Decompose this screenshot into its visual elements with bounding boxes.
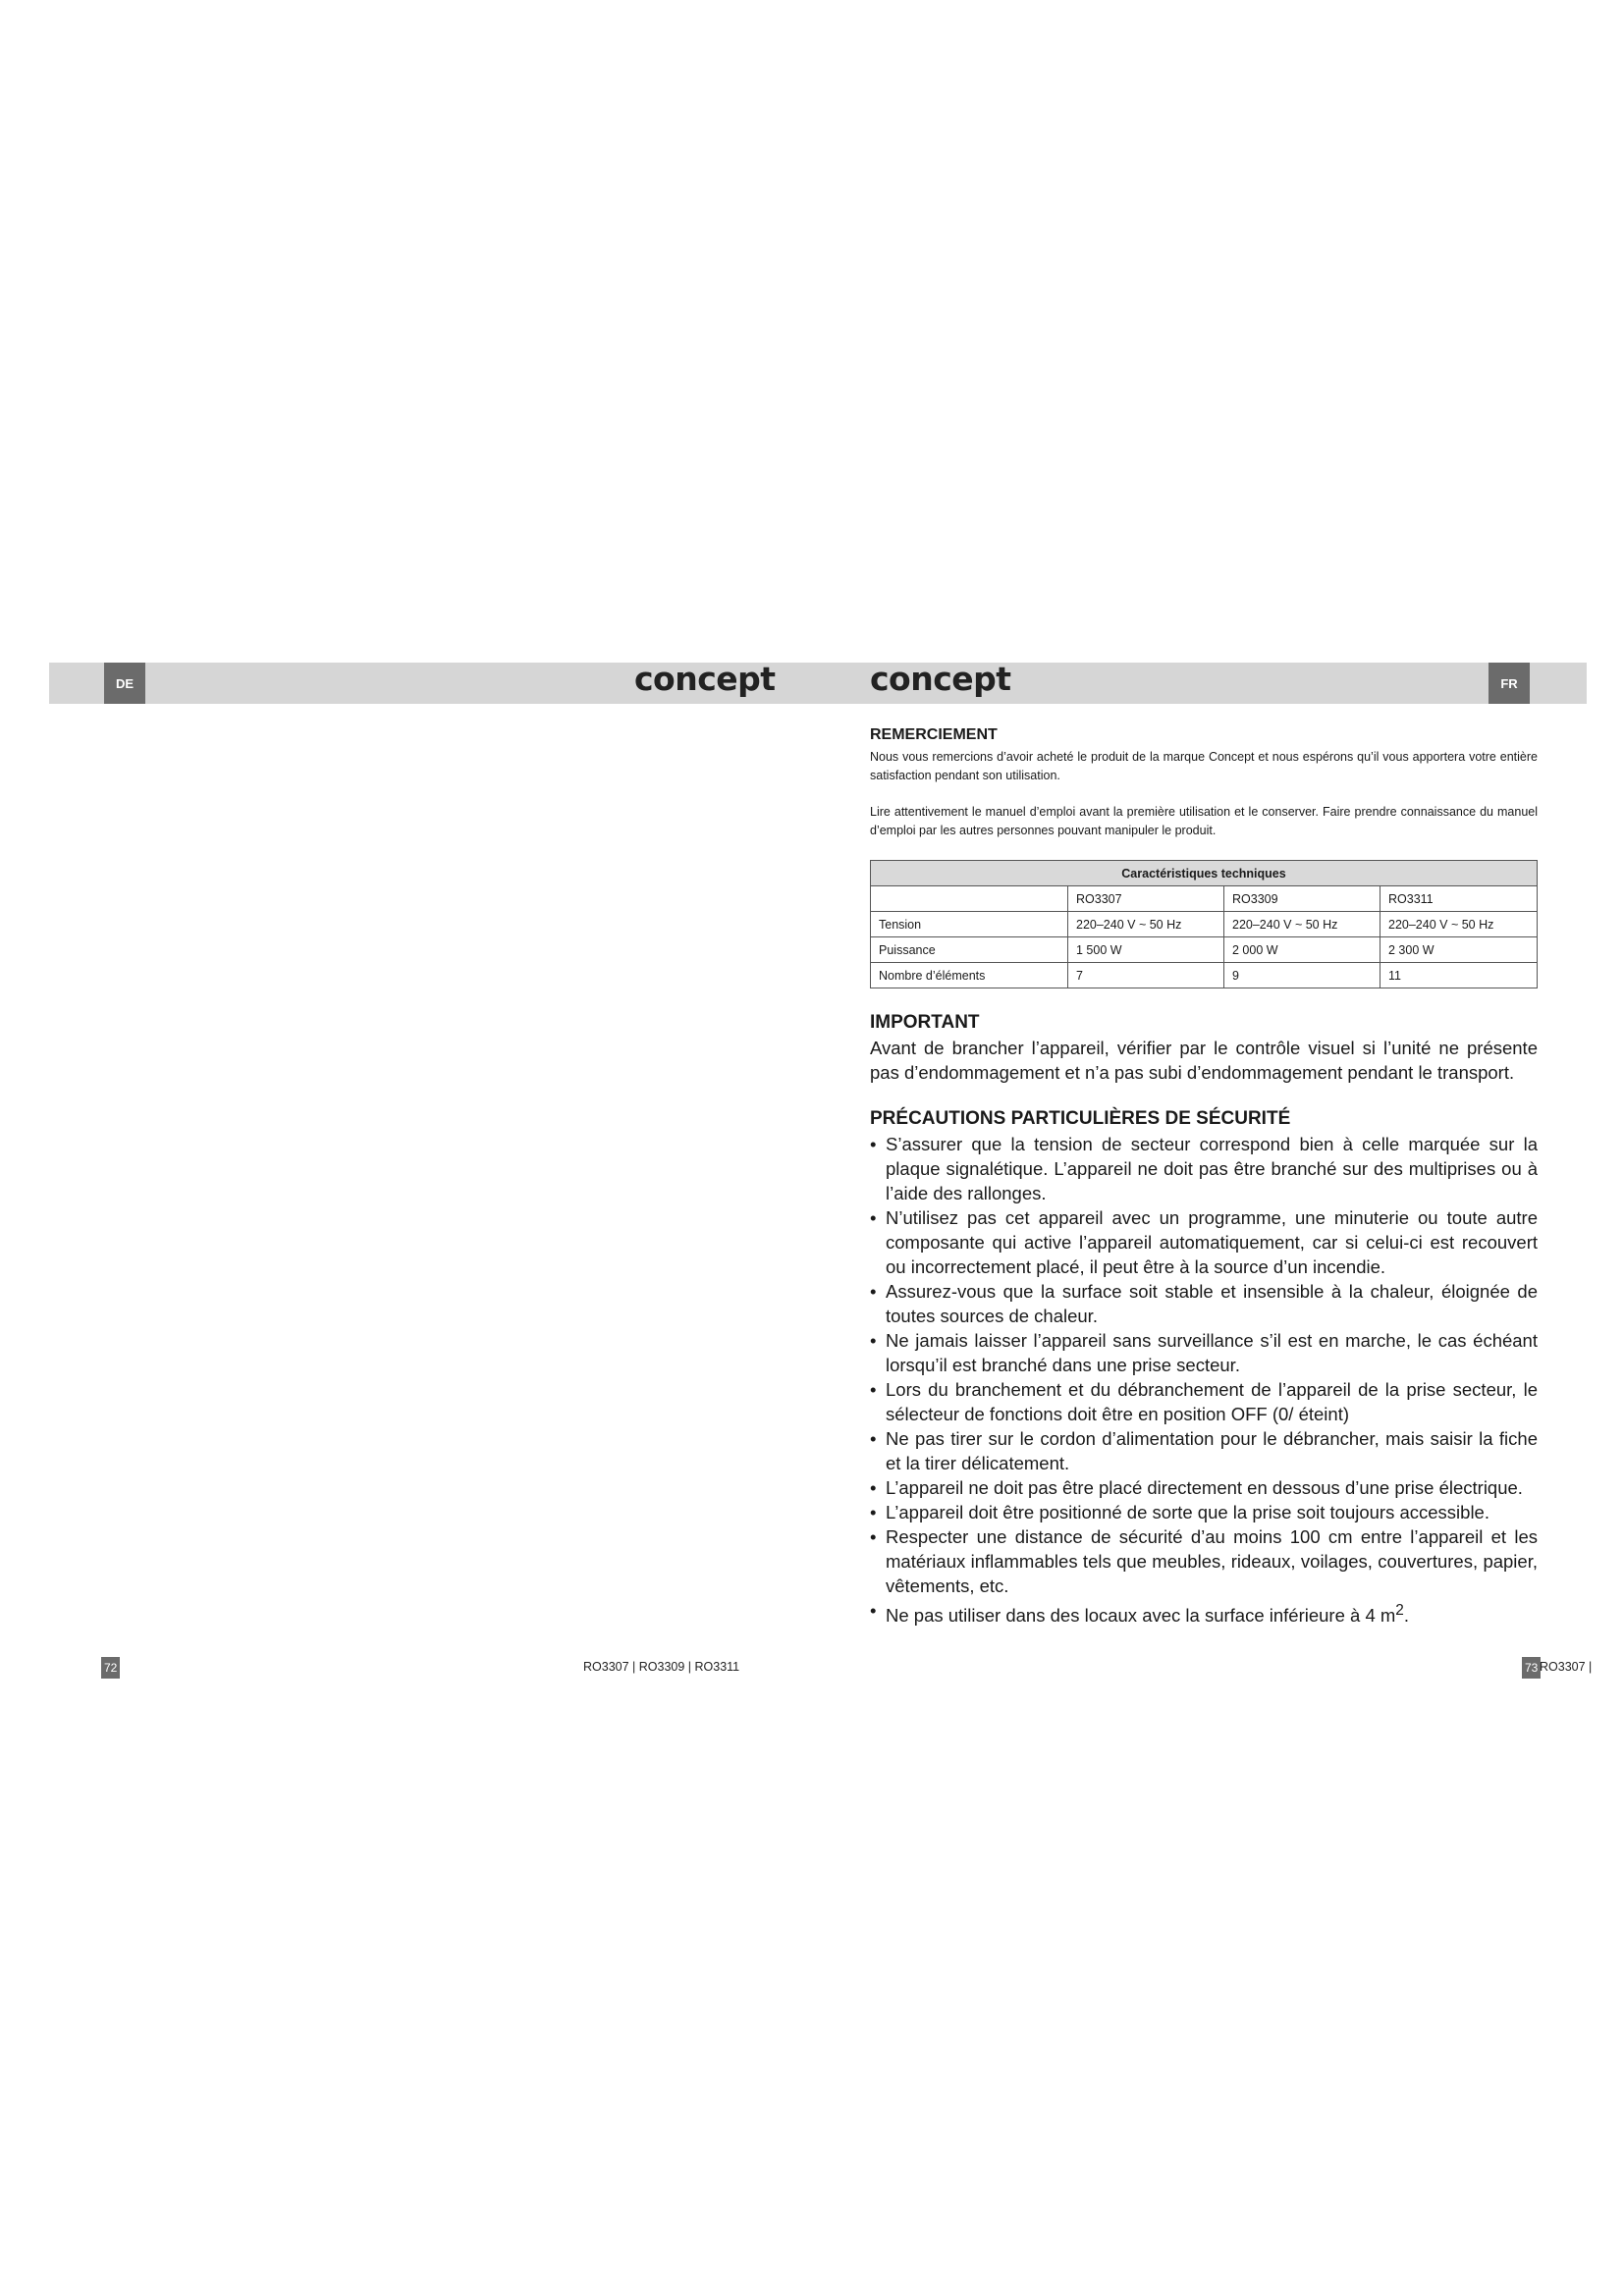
table-cell: 7 bbox=[1068, 963, 1224, 988]
brand-logo-right: concept bbox=[870, 660, 1011, 698]
list-item-end: . bbox=[1403, 1605, 1410, 1627]
table-cell: 220–240 V ~ 50 Hz bbox=[1380, 912, 1538, 937]
header-band bbox=[49, 663, 1587, 704]
table-cell-model: RO3309 bbox=[1224, 886, 1380, 912]
table-cell: 2 300 W bbox=[1380, 937, 1538, 963]
table-row bbox=[871, 937, 1538, 963]
list-item: • S’assurer que la tension de secteur correspond bien à celle marquée sur la plaque signalétique. L’appareil ne doit pas être branché sur des multiprises ou à l’aide des rallonges. bbox=[870, 1132, 1538, 1205]
footer-models-left: RO3307 | RO3309 | RO3311 bbox=[583, 1660, 740, 1674]
table-row bbox=[871, 963, 1538, 988]
safety-heading: PRÉCAUTIONS PARTICULIÈRES DE SÉCURITÉ bbox=[870, 1108, 1291, 1129]
footer-models-right: RO3307 | bbox=[1540, 1660, 1593, 1674]
list-item-text: Ne pas utiliser dans des locaux avec la surface inférieure à 4 m bbox=[886, 1605, 1396, 1627]
table-cell-model: RO3307 bbox=[1068, 886, 1224, 912]
list-item: • Respecter une distance de sécurité d’au moins 100 cm entre l’appareil et les matériaux inflammables tels que meubles, rideaux, voilages, couvertures, papier, vêtements, etc. bbox=[870, 1524, 1538, 1598]
specs-table-title: Caractéristiques techniques bbox=[871, 861, 1538, 886]
list-item-last bbox=[870, 1598, 1538, 1628]
table-cell-model: RO3311 bbox=[1380, 886, 1538, 912]
page-number-right: 73 bbox=[1522, 1657, 1541, 1679]
important-text: Avant de brancher l’appareil, vérifier par le contrôle visuel si l’unité ne présente pas d’endommagement et n’a pas subi d’endommagement pendant le transport. bbox=[870, 1038, 1538, 1083]
language-badge-fr: FR bbox=[1489, 663, 1530, 704]
table-row bbox=[871, 886, 1538, 912]
right-page-content bbox=[870, 726, 1538, 1628]
table-cell: 9 bbox=[1224, 963, 1380, 988]
important-heading: IMPORTANT bbox=[870, 1012, 980, 1033]
table-cell bbox=[871, 886, 1068, 912]
table-row bbox=[871, 912, 1538, 937]
thanks-paragraph-1: Nous vous remercions d’avoir acheté le produit de la marque Concept et nous espérons qu’il vous apportera votre entière satisfaction pendant son utilisation. bbox=[870, 750, 1538, 782]
table-cell: 1 500 W bbox=[1068, 937, 1224, 963]
table-cell: 2 000 W bbox=[1224, 937, 1380, 963]
page-number-left: 72 bbox=[101, 1657, 120, 1679]
table-cell: 11 bbox=[1380, 963, 1538, 988]
thanks-heading: REMERCIEMENT bbox=[870, 726, 998, 743]
table-cell-label: Nombre d’éléments bbox=[871, 963, 1068, 988]
list-item: • Ne jamais laisser l’appareil sans surveillance s’il est en marche, le cas échéant lorsqu’il est branché dans une prise secteur. bbox=[870, 1328, 1538, 1377]
list-item: • L’appareil ne doit pas être placé directement en dessous d’une prise électrique. bbox=[870, 1475, 1538, 1500]
thanks-paragraph-2: Lire attentivement le manuel d’emploi avant la première utilisation et le conserver. Faire prendre connaissance du manuel d’emploi par les autres personnes pouvant manipuler le produit. bbox=[870, 805, 1538, 837]
table-cell: 220–240 V ~ 50 Hz bbox=[1068, 912, 1224, 937]
list-item: • L’appareil doit être positionné de sorte que la prise soit toujours accessible. bbox=[870, 1500, 1538, 1524]
language-badge-de: DE bbox=[104, 663, 145, 704]
list-item: • Assurez-vous que la surface soit stable et insensible à la chaleur, éloignée de toutes sources de chaleur. bbox=[870, 1279, 1538, 1328]
list-item: • Lors du branchement et du débranchement de l’appareil de la prise secteur, le sélecteur de fonctions doit être en position OFF (0/ éteint) bbox=[870, 1377, 1538, 1426]
superscript-2: 2 bbox=[1395, 1602, 1404, 1619]
brand-logo-left: concept bbox=[634, 660, 776, 698]
table-cell: 220–240 V ~ 50 Hz bbox=[1224, 912, 1380, 937]
list-item: • N’utilisez pas cet appareil avec un programme, une minuterie ou toute autre composante qui active l’appareil automatiquement, car si celui-ci est recouvert ou incorrectement placé, il peut être à la source d’un incendie. bbox=[870, 1205, 1538, 1279]
specs-table bbox=[870, 860, 1538, 988]
safety-list bbox=[870, 1132, 1538, 1628]
list-item: • Ne pas tirer sur le cordon d’alimentation pour le débrancher, mais saisir la fiche et la tirer délicatement. bbox=[870, 1426, 1538, 1475]
table-cell-label: Puissance bbox=[871, 937, 1068, 963]
table-cell-label: Tension bbox=[871, 912, 1068, 937]
